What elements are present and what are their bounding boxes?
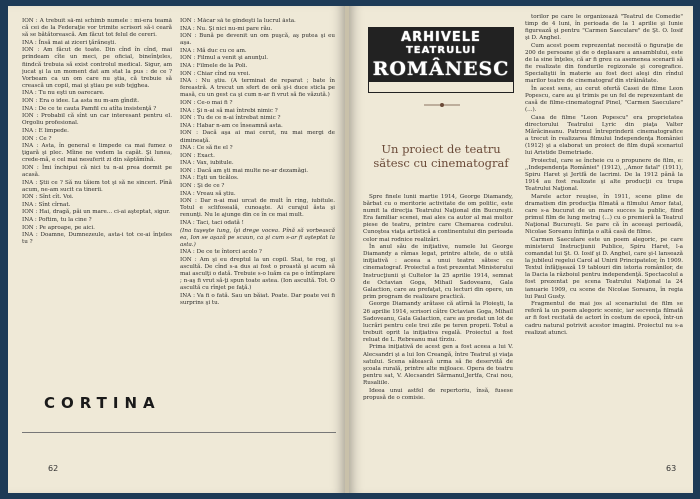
paragraph: INA : De ce te cauta Pamfil cu atîta insistenţă ?: [22, 105, 157, 112]
cortina-heading: CORTINA: [44, 394, 161, 412]
right-column-1: [363, 194, 513, 440]
paragraph: Cum acest poem reprezentat necesită o figuraţie de 200 de persoane şi de o deplasare a ansamblului, este de la sine înţeles, că ar fi greu ca asemenea scenarii să fie realizate din fondurile regizorale şi coregrafice. Specialiştii în materie au fost deci aleşi din rîndul marilor teatre de cinematograf din străinătate.: [525, 42, 683, 85]
ornament-divider: [424, 99, 460, 111]
paragraph: ION : Îmi închipui că nici tu n-ai prea dormit pe acasă.: [22, 164, 172, 178]
paragraph: torilor pe care le organizează "Teatrul de Comedie" timp de 4 luni, în perioada de la 1 aprilie şi Iunie figurează şi pentru "Carmen Saeculare" de Şt. O. Iosif şi D. Anghel.: [525, 14, 683, 42]
paragraph: ION : Ce-o mai fi ?: [180, 100, 233, 107]
paragraph: ION : Sînt cît. Voi.: [22, 194, 74, 201]
paragraph: ION : A trebuit să-mi schimb numele : mi-era teamă că cei de la Federaţie vor trimite scrisori să-i ceară să se bătătorească. Am făcut tot felul de cereri.: [22, 18, 172, 39]
paragraph: INA : Tu nu eşti un oarecare.: [22, 90, 105, 97]
paragraph: INA : Habar n-am ce înseamnă asta.: [180, 122, 283, 129]
paragraph: INA : Şi n-ai să mai întrebi nimic ?: [180, 107, 278, 114]
paragraph: INA : Nu ştiu. (A terminat de reparat ; bate în fereastră. A trecut un sfert de oră şi-i duce sticla pe masă, cu un gest ca şi cum n-ar fi vrut să fie văzută.): [180, 78, 335, 99]
paragraph: ION : Şi de ce ?: [180, 183, 225, 190]
paragraph: ION : Am făcut de toate. Din cînd în cînd, mai prindeam cîte un meci, pe oficial, bineînţeles, fiindcă trebuia să exist controlul medical. Sigur, am jucat şi la un moment dat am stat la pus : de ce ? Vorbeam ca un om care nu ştia, că trebuie să crească un copil, mai şi ştiau pe sub tejghea.: [22, 47, 172, 89]
left-column-2: [180, 18, 335, 430]
paragraph: Spre finele lunii martie 1914, George Diamandy, bărbat cu o meritorie activitate de om politic, este numit la direcţia Teatrului Naţional din Bucureşti. Era familiar scenei, mai ales ca autor al mai multor piese de teatru, printre care Chemarea codrului. Cunoştea viaţa artistică a continentului din perioada celor mai rodnice realizări.: [363, 194, 513, 243]
paragraph: INA : De ce te întorci acolo ?: [180, 249, 262, 256]
paragraph: INA : Vax, iubitule.: [180, 160, 234, 167]
paragraph: Proiectul, care se încheie cu o propunere de film, e: ,,Independenţa României" (1912), ,,Amor fatal" (1911), Spiru Haret şi Jertfă de lacrimi. De la 1912 până la 1914 au fost realizate şi alte producţii cu trupa Teatrului Naţional.: [525, 157, 683, 193]
left-page: [8, 6, 345, 493]
divider-rule: [22, 432, 336, 433]
paragraph: INA : E limpede.: [22, 127, 69, 134]
title-line-2: TEATRULUI: [369, 45, 513, 58]
paragraph: INA : Ştii ce ? Să nu tăiem tot şi să ne sinceri. Pînă acum, ne-am sucit ca tinerii.: [22, 179, 172, 193]
paragraph: INA : Poftim, tu la cine ?: [22, 217, 92, 224]
paragraph: INA : Eşti un ticălos.: [180, 175, 239, 182]
paragraph: Casa de filme "Leon Popescu" era proprietatea directorului Teatrului Lyric din piaţa Valter Mărăcineanu. Patronul întreprinderii cinematografice a trecut în realizarea filmului Independenţa României (1912) şi a elaborat un proiect de film după scenariul lui Aristide Demetriade.: [525, 114, 683, 157]
paragraph: ION : Chiar cînd nu vrei.: [180, 70, 251, 77]
paragraph: În anul său de iniţiative, numele lui George Diamandy a rămas legat, printre altele, de o utilă iniţiativă : aceea a unui teatru sătesc cu cinematograf. Proiectul a fost prezentat Ministerului Instrucţiunii şi Cultelor la 25 aprilie 1914, semnat de Octavian Goga, Mihail Sadoveanu, Gala Galaction, care au prefaţat, cu lecturi din opere, un prim program de realizare practică.: [363, 244, 513, 300]
paragraph: ION : Ce ?: [22, 135, 52, 142]
paragraph: INA : Mă duc cu ce am.: [180, 47, 247, 54]
title-line-1: ARHIVELE: [369, 28, 513, 45]
paragraph: INA : Sînt cîrnat.: [22, 201, 71, 208]
paragraph: Prima iniţiativă de acest gen a fost aceea a lui V. Alecsandri şi a lui Ion Creangă, între Teatrul şi viaţa satului. Scena sătească urma să fie deservită de şcoala rurală, printre alte mijloace. Opera de teatru pentru sat, V. Alecsandri Sărmanul,Jertfa, Crai nou, Rusaliile.: [363, 344, 513, 386]
paragraph: George Diamandy arătase că atîrnă la Ploieşti, la 26 aprilie 1914, scrisori către Octavian Goga, Mihail Sadoveanu, Gala Galaction, care au predat un lot de lucrări pentru cele trei zile pe teren proprii. Totul a trebuit oprit la iniţiativa regală. Proiectul a fost reluat de L. Rebreanu mai tîrziu.: [363, 301, 513, 343]
paragraph: Marele actor reuşise, în 1911, scene pline de dramatism din producţia filmată a filmului Amor fatal, care s-a bucurat de un mare succes la public, fiind primul film de lung metraj (...) cu o premieră la Teatrul Naţional Bucureşti. Se pare că în aceeaşi perioadă, Nicolae Soreanu înfiinţa o altă casă de filme.: [525, 193, 683, 236]
paragraph: INA : Taci, taci odată !: [180, 220, 244, 227]
paragraph: ION : Hai, dragă, păi un mare... ci-ai aşteptat, sigur.: [22, 209, 171, 216]
paragraph: INA : Asta, în general e limpede ca mai fumez o ţigară şi plec. Mîine ne vedem la capăt. Şi lunea, crede-mă, e cel mai nesuferit zi din săptămînă.: [22, 143, 172, 164]
page-number-left: 62: [48, 464, 59, 473]
paragraph: ION : Dacă aşa ai mai cerut, nu mai mergi de dimineaţă.: [180, 130, 335, 144]
paragraph: INA : Nu. Şi nici nu-mi pare rău.: [180, 25, 273, 32]
right-column-2: [525, 14, 683, 440]
paragraph: ION : Am şi eu dreptul la un copil. Stai, te rog, şi ascultă. De cînd s-a dus ai fost o proastă şi acum să mai asculţi o dată. Trebuie s-o luăm ca pe o întîmplare ; n-aş fi vrut să-ţi spun toate astea. (Ion ascultă. Tot. O ascultă cu rînjet pe faţă.): [180, 257, 335, 292]
paragraph: INA : Filmele de la Poli.: [180, 63, 248, 70]
page-number-right: 63: [666, 464, 677, 473]
paragraph: ION : Filmul a venit şi anunţul.: [180, 55, 269, 62]
paragraph: ION : Dacă am şti mai multe ne-ar dezamăgi.: [180, 167, 309, 174]
paragraph: ION : Pe aproape, pe aici.: [22, 224, 95, 231]
paragraph: În acest sens, au cerut ofertă Casei de filme Leon Popescu, care au şi trimis pe un fel de reprezentant de casă de filme-cinematograf Pinel, "Carmen Saeculare" (...).: [525, 85, 683, 114]
section-title-block: [369, 28, 513, 92]
paragraph: ION : Tu de ce n-ai întrebat nimic ?: [180, 115, 281, 122]
article-subtitle: Un proiect de teatru sătesc cu cinematograf: [373, 142, 509, 170]
paragraph: ION : Probabil că sînt un car interesant pentru el. Orgoliu profesional.: [22, 113, 172, 127]
title-line-3: ROMÂNESC: [369, 58, 513, 82]
paragraph: INA : Doamne, Dumnezeule, asta-i tot ce-ai înţeles tu ?: [22, 232, 172, 246]
paragraph: INA : Vreau să ştiu.: [180, 190, 236, 197]
paragraph: Carmen Saeculare este un poem alegoric, pe care ministerul Instrucţiunii Publice, Spiru Haret, l-a comandat lui Şt. O. Iosif şi D. Anghel, care şi-l lansează la jubileul regelui Carol al Unirii Principatelor, în 1909. Textul înfăţişează 19 tablouri din istoria românilor, de la Dacia la războiul pentru independenţă. Spectacolul a fost prezentat pe scena Teatrului Naţional la 24 ianuarie 1909, cu scene de Nicolae Soreanu, în regia lui Paul Gusty.: [525, 236, 683, 300]
paragraph: ION : Era o idee. La asta nu m-am gîndit.: [22, 98, 140, 105]
paragraph: (Ina tuşeşte lung, îşi drege vocea. Pînă să vorbească ea, Ion se aşază pe scaun, ca şi cum s-ar fi aşteptat la asta.): [180, 227, 335, 248]
paragraph: INA : Însă mai ai ziceri ţărăneşti.: [22, 39, 117, 46]
paragraph: Fragmentul de mai jos al scenariului de film se referă la un poem alegoric scenic, iar secvenţa filmată ar fi fost recitată de actori în costum de epocă, într-un cadru natural potrivit acestor imagini. Proiectul nu s-a realizat atunci.: [525, 301, 683, 336]
paragraph: INA : Ce să fie el ?: [180, 145, 233, 152]
left-column-1: [22, 18, 172, 388]
paragraph: ION : Bună pe devenit un om puşcă, aş putea şi eu aşa.: [180, 33, 335, 47]
paragraph: Ideea unui astfel de repertoriu, însă, fusese propusă de o comisie.: [363, 387, 513, 401]
paragraph: ION : Măcar să te gîndeşti la lucrul ăsta.: [180, 18, 296, 24]
paragraph: ION : Dar n-ai mai urcat de mult în ring, iubitule. Totul e sclifoseală, cunoaşte. Ai curajul ăsta şi renunţi. Nu le ajunge din ce în ce mai mult.: [180, 198, 335, 219]
paragraph: INA : Va fi o fată. Sau un băiat. Poate. Dar poate vei fi surprins şi tu.: [180, 292, 335, 307]
right-page: [349, 6, 693, 493]
paragraph: ION : Exact.: [180, 152, 215, 159]
